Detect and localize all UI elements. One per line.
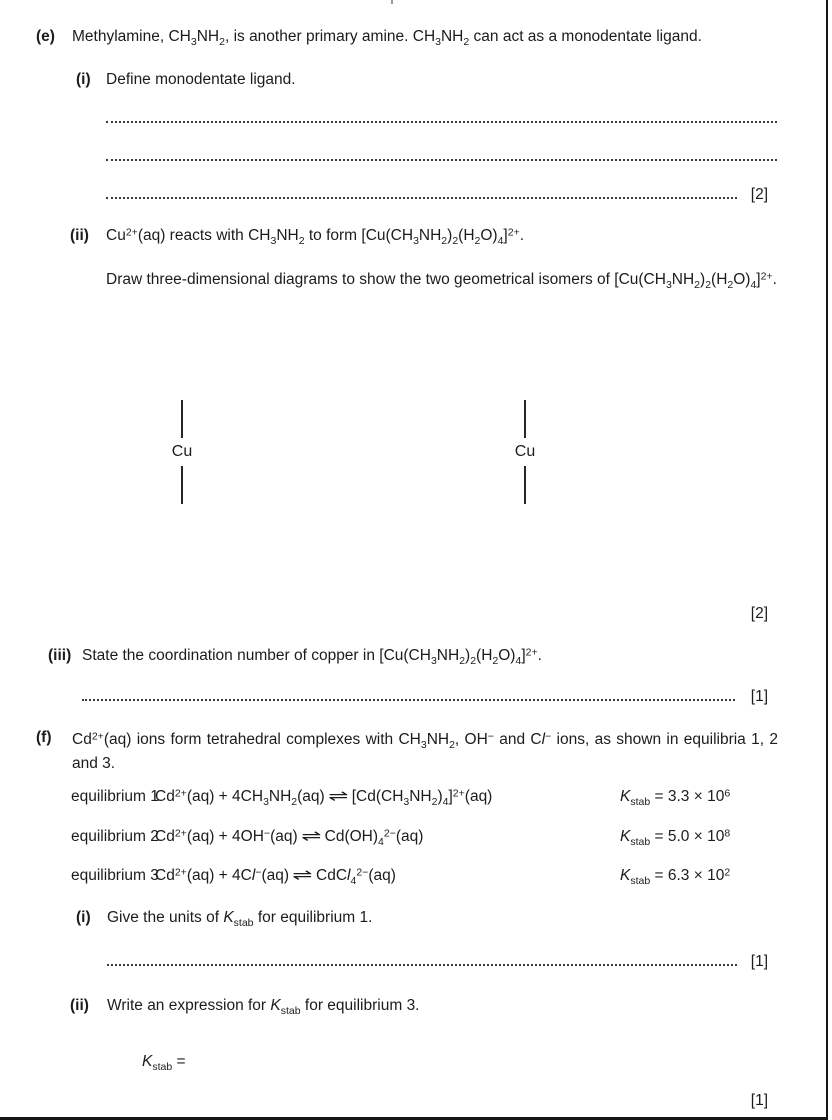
bond-line-top-left bbox=[181, 400, 183, 438]
diagram-area[interactable] bbox=[0, 390, 832, 565]
question-e-label: (e) bbox=[36, 28, 55, 45]
equilibrium-name: equilibrium 1 bbox=[71, 788, 159, 805]
bond-line-bottom-left bbox=[181, 466, 183, 504]
part-e-i-label: (i) bbox=[76, 71, 91, 88]
answer-line[interactable] bbox=[106, 159, 777, 161]
marks-e-i: [2] bbox=[750, 186, 768, 203]
equilibrium-constant: $K_{stab} = 5.0 \times 10^8$ bbox=[620, 827, 731, 848]
cu-atom-label-right: Cu bbox=[514, 443, 536, 460]
equilibrium-name: equilibrium 3 bbox=[71, 867, 159, 884]
part-f-i-prompt: Give the units of $K_{stab}$ for equilibrium 1. bbox=[107, 909, 373, 929]
equilibrium-equation: $Cd^{2+}(aq) + 4Cl^-(aq)$ ⇌ CdCl$_4^{2-}$(aq) bbox=[155, 866, 396, 887]
question-f-label: (f) bbox=[36, 729, 52, 746]
part-e-ii-label: (ii) bbox=[70, 227, 89, 244]
bond-line-bottom-right bbox=[524, 466, 526, 504]
marks-f-i: [1] bbox=[750, 953, 768, 970]
marks-e-iii: [1] bbox=[750, 688, 768, 705]
marks-e-ii: [2] bbox=[750, 605, 768, 622]
part-f-i-label: (i) bbox=[76, 909, 91, 926]
part-e-iii-prompt: State the coordination number of copper in $[Cu(CH_3NH_2)_2(H_2O)_4]^{2+}$. bbox=[82, 646, 542, 667]
part-f-ii-label: (ii) bbox=[70, 997, 89, 1014]
equilibrium-equation: $Cd^{2+}(aq) + 4OH^-(aq)$ ⇌ $Cd(OH)_4^{2-}(aq)$ bbox=[155, 827, 424, 848]
answer-line[interactable] bbox=[106, 197, 737, 199]
part-e-i-prompt: Define monodentate ligand. bbox=[106, 71, 296, 88]
crop-artifact bbox=[391, 0, 393, 4]
bond-line-top-right bbox=[524, 400, 526, 438]
equilibrium-constant: $K_{stab} = 3.3 \times 10^6$ bbox=[620, 787, 731, 808]
answer-line[interactable] bbox=[106, 121, 777, 123]
equilibrium-arrow: ⇌ bbox=[328, 788, 349, 805]
answer-line[interactable] bbox=[107, 964, 737, 966]
equilibrium-arrow: ⇌ bbox=[292, 867, 313, 884]
cu-atom-label-left: Cu bbox=[171, 443, 193, 460]
equilibrium-row bbox=[71, 827, 423, 847]
kstab-expression-prefix[interactable]: $K_{stab}$ = bbox=[142, 1053, 186, 1073]
question-f-text: $Cd^{2+}(aq)$ ions form tetrahedral complexes with $CH_3NH_2$, OH− and Cl− ions, as shown in equilibria 1, 2 and 3. bbox=[72, 730, 778, 772]
equilibrium-row bbox=[71, 787, 492, 807]
equilibrium-name: equilibrium 2 bbox=[71, 828, 159, 845]
equilibrium-arrow: ⇌ bbox=[301, 828, 322, 845]
page-right-border bbox=[826, 0, 828, 1120]
question-e-text: Methylamine, $CH_3NH_2$, is another primary amine. $CH_3NH_2$ can act as a monodentate ligand. bbox=[72, 28, 702, 48]
part-e-ii-task: Draw three-dimensional diagrams to show the two geometrical isomers of $[Cu(CH_3NH_2)_2(H_2O)_4]^{2+}$. bbox=[106, 270, 777, 291]
marks-f-ii: [1] bbox=[750, 1092, 768, 1109]
part-f-ii-prompt: Write an expression for $K_{stab}$ for equilibrium 3. bbox=[107, 997, 420, 1017]
answer-line[interactable] bbox=[82, 699, 735, 701]
equilibrium-row bbox=[71, 866, 396, 886]
equilibrium-equation: $Cd^{2+}(aq) + 4CH_3NH_2(aq)$ ⇌ $[Cd(CH_3NH_2)_4]^{2+}(aq)$ bbox=[155, 787, 493, 808]
equilibrium-constant: $K_{stab} = 6.3 \times 10^2$ bbox=[620, 866, 731, 887]
part-e-iii-label: (iii) bbox=[48, 647, 72, 664]
part-e-ii-intro: $Cu^{2+}(aq)$ reacts with $CH_3NH_2$ to form $[Cu(CH_3NH_2)_2(H_2O)_4]^{2+}$. bbox=[106, 226, 525, 247]
